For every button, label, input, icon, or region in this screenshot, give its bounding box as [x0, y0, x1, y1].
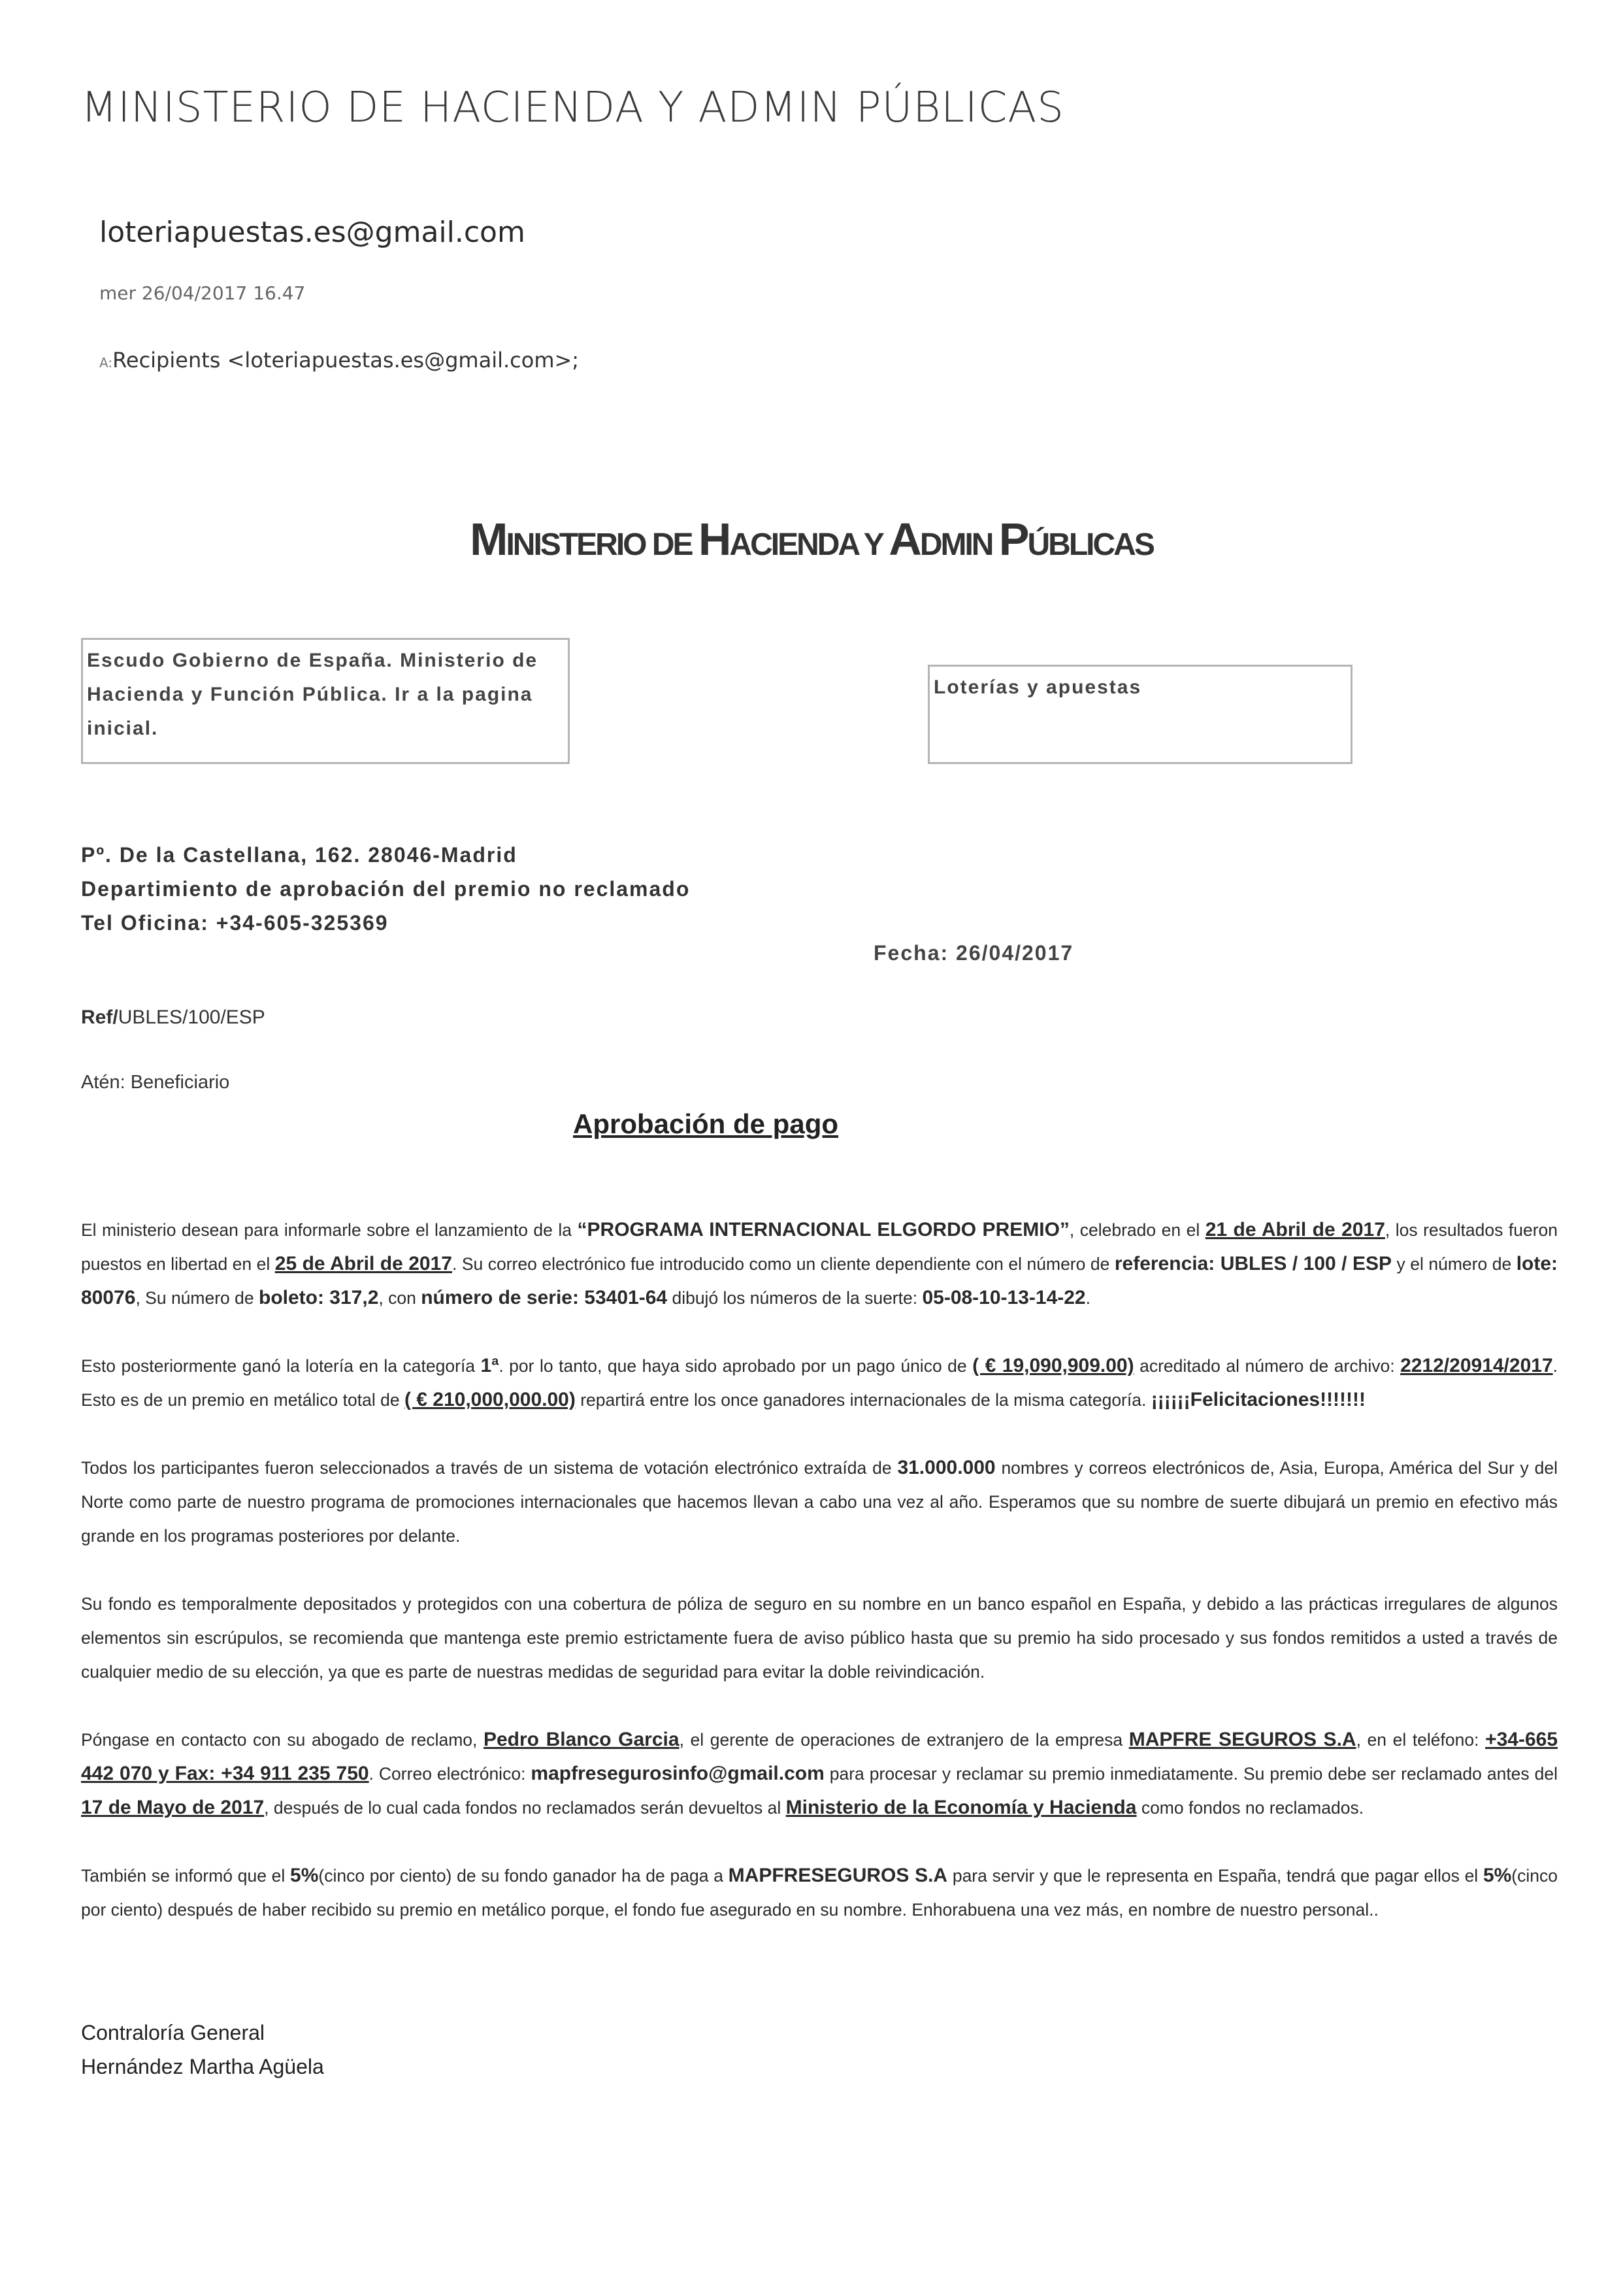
department-line: Departimiento de aprobación del premio no reclamado: [81, 877, 691, 901]
email-link[interactable]: mapfresegurosinfo@gmail.com: [531, 1763, 825, 1784]
logo-alt-text: Escudo Gobierno de España. Ministerio de Hacienda y Función Pública. Ir a la pagina inicial.: [87, 650, 538, 739]
paragraph-2: Esto posteriormente ganó la lotería en la categoría 1ª. por lo tanto, que haya sido aprobado por un pago único de ( € 19,090,909.00) acreditado al número de archivo: 2212/20914/2017. Esto es de un premio en metálico total de ( € 210,000,000.00) repartirá entre los once ganadores internacionales de la misma categoría. ¡¡¡¡¡¡Felicitaciones!!!!!!!: [81, 1355, 1558, 1410]
government-logo-placeholder[interactable]: [81, 638, 570, 764]
letterhead-title: MINISTERIO DE HACIENDA Y ADMIN PÚBLICAS: [470, 514, 1153, 565]
reference: Ref/UBLES/100/ESP: [81, 1007, 265, 1028]
signature-block: [81, 2016, 324, 2084]
page-title: MINISTERIO DE HACIENDA Y ADMIN PÚBLICAS: [81, 84, 1064, 132]
phone-link[interactable]: +34-665 442 070 y Fax: +34 911 235 750: [81, 1729, 1558, 1784]
letter-date: Fecha: 26/04/2017: [874, 941, 1074, 965]
paragraph-5: Póngase en contacto con su abogado de reclamo, Pedro Blanco Garcia, el gerente de operaciones de extranjero de la empresa MAPFRE SEGUROS S.A, en el teléfono: +34-665 442 070 y Fax: +34 911 235 750. Correo electrónico: mapfresegurosinfo@gmail.com para procesar y reclamar su premio inmediatamente. Su premio debe ser reclamado antes del 17 de Mayo de 2017, después de lo cual cada fondos no reclamados serán devueltos al Ministerio de la Economía y Hacienda como fondos no reclamados.: [81, 1729, 1558, 1818]
signature-name: Hernández Martha Agüela: [81, 2055, 324, 2078]
address-block: [81, 838, 690, 940]
lottery-logo-placeholder[interactable]: [928, 665, 1352, 764]
lottery-alt-text: Loterías y apuestas: [934, 676, 1142, 698]
letter-body: [81, 1213, 1558, 1961]
to-label: A:: [99, 355, 113, 371]
lawyer-name: Pedro Blanco Garcia: [483, 1729, 680, 1750]
recipients-line: [99, 348, 579, 373]
subject-heading: Aprobación de pago: [572, 1108, 838, 1139]
paragraph-4: Su fondo es temporalmente depositados y protegidos con una cobertura de póliza de seguro en su nombre en un banco español en España, y debido a las prácticas irregulares de algunos elementos sin escrúpulos, se recomienda que mantenga este premio estrictamente fuera de aviso público hasta que su premio ha sido procesado y sus fondos remitidos a usted a través de cualquier medio de su elección, ya que es parte de nuestras medidas de seguridad para evitar la doble reivindicación.: [81, 1594, 1558, 1682]
recipients[interactable]: Recipients <loteriapuestas.es@gmail.com>;: [112, 348, 580, 373]
attention-line: Atén: Beneficiario: [81, 1072, 230, 1093]
phone-line: Tel Oficina: +34-605-325369: [81, 911, 389, 935]
paragraph-3: Todos los participantes fueron seleccionados a través de un sistema de votación electrónico extraída de 31.000.000 nombres y correos electrónicos de, Asia, Europa, América del Sur y del Norte como parte de nuestro programa de promociones internacionales que hacemos llevan a cabo una vez al año. Esperamos que su nombre de suerte dibujará un premio en efectivo más grande en los programas posteriores por delante.: [81, 1457, 1558, 1546]
sent-date: mer 26/04/2017 16.47: [99, 282, 306, 304]
paragraph-1: El ministerio desean para informarle sobre el lanzamiento de la “PROGRAMA INTERNACIONAL ELGORDO PREMIO”, celebrado en el 21 de Abril de 2017, los resultados fueron puestos en libertad en el 25 de Abril de 2017. Su correo electrónico fue introducido como un cliente dependiente con el número de referencia: UBLES / 100 / ESP y el número de lote: 80076, Su número de boleto: 317,2, con número de serie: 53401-64 dibujó los números de la suerte: 05-08-10-13-14-22.: [81, 1219, 1558, 1308]
address-line: Pº. De la Castellana, 162. 28046-Madrid: [81, 843, 517, 867]
signature-title: Contraloría General: [81, 2021, 265, 2044]
paragraph-6: También se informó que el 5%(cinco por ciento) de su fondo ganador ha de paga a MAPFRESEGUROS S.A para servir y que le representa en España, tendrá que pagar ellos el 5%(cinco por ciento) después de haber recibido su premio en metálico porque, el fondo fue asegurado en su nombre. Enhorabuena una vez más, en nombre de nuestro personal..: [81, 1865, 1558, 1920]
sender-email[interactable]: loteriapuestas.es@gmail.com: [99, 216, 525, 249]
